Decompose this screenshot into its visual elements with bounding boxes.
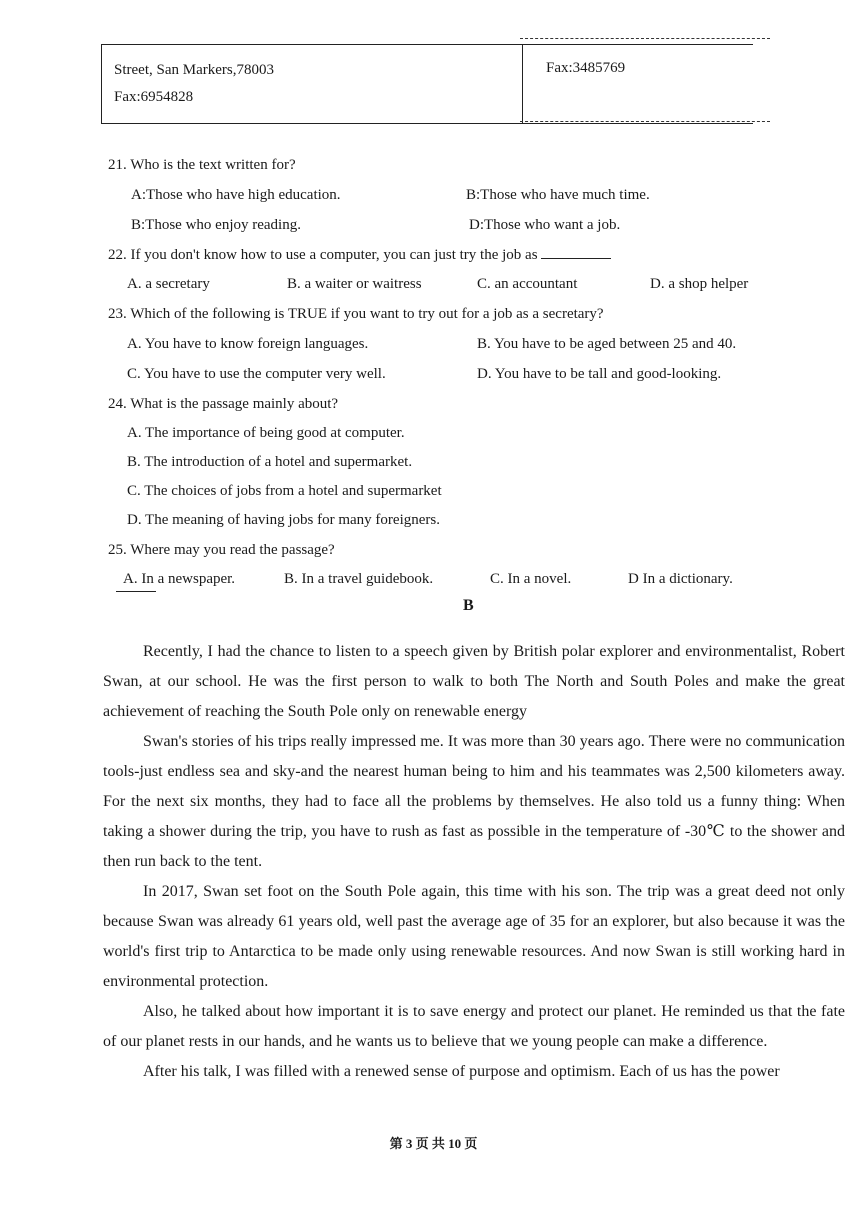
option-24b: B. The introduction of a hotel and supermarket. <box>127 454 413 470</box>
contact-cell-right <box>546 55 625 82</box>
answer-blank <box>541 246 611 259</box>
table-divider <box>522 45 523 123</box>
option-21d: D:Those who want a job. <box>469 217 621 233</box>
option-22b: B. a waiter or waitress <box>287 276 422 292</box>
option-24a: A. The importance of being good at computer. <box>127 425 405 441</box>
option-21c: B:Those who enjoy reading. <box>131 217 301 233</box>
question-21: 21. Who is the text written for? <box>108 157 296 173</box>
contact-address: Street, San Markers,78003 <box>114 62 274 78</box>
passage-paragraph-1: Recently, I had the chance to listen to a speech given by British polar explorer and environmentalist, Robert Swan, at our school. He was the first person to walk to both The North and South Poles and make the great achievement of reaching the South Pole only on renewable energy <box>103 643 845 720</box>
scan-dash-line <box>520 38 770 39</box>
option-23c: C. You have to use the computer very well. <box>127 366 386 382</box>
question-22-text: 22. If you don't know how to use a computer, you can just try the job as <box>108 247 538 263</box>
option-22c: C. an accountant <box>477 276 578 292</box>
passage-paragraph-5: After his talk, I was filled with a renewed sense of purpose and optimism. Each of us has the power <box>143 1063 780 1080</box>
option-25b: B. In a travel guidebook. <box>284 571 434 587</box>
option-23d: D. You have to be tall and good-looking. <box>477 366 722 382</box>
question-23: 23. Which of the following is TRUE if you want to try out for a job as a secretary? <box>108 306 604 322</box>
scan-dash-line <box>520 121 770 122</box>
contact-table <box>101 44 753 124</box>
option-25d: D In a dictionary. <box>628 571 733 587</box>
contact-cell-left <box>114 57 274 111</box>
option-25a: A. In a newspaper. <box>123 571 236 587</box>
option-25c: C. In a novel. <box>490 571 572 587</box>
option-22a: A. a secretary <box>127 276 210 292</box>
question-25: 25. Where may you read the passage? <box>108 542 335 558</box>
option-24c: C. The choices of jobs from a hotel and supermarket <box>127 483 442 499</box>
option-22d: D. a shop helper <box>650 276 749 292</box>
option-23b: B. You have to be aged between 25 and 40. <box>477 336 737 352</box>
reading-passage <box>103 637 845 1087</box>
question-24: 24. What is the passage mainly about? <box>108 396 339 412</box>
option-24d: D. The meaning of having jobs for many foreigners. <box>127 512 440 528</box>
contact-fax-left: Fax:6954828 <box>114 89 194 105</box>
passage-paragraph-4: Also, he talked about how important it is to save energy and protect our planet. He reminded us that the fate of our planet rests in our hands, and he wants us to believe that we young people can make a difference. <box>103 1003 845 1050</box>
passage-paragraph-3: In 2017, Swan set foot on the South Pole again, this time with his son. The trip was a great deed not only because Swan was already 61 years old, well past the average age of 35 for an explorer, but also because it was the world's first trip to Antarctica to be made only using renewable resources. And now Swan is still working hard in environmental protection. <box>103 883 845 990</box>
option-21a: A:Those who have high education. <box>131 187 341 203</box>
section-label: B <box>463 597 474 614</box>
answer-underline-mark <box>116 591 156 592</box>
option-21b: B:Those who have much time. <box>466 187 650 203</box>
question-22 <box>108 246 611 264</box>
option-23a: A. You have to know foreign languages. <box>127 336 369 352</box>
contact-fax-right: Fax:3485769 <box>546 60 626 76</box>
passage-paragraph-2: Swan's stories of his trips really impressed me. It was more than 30 years ago. There were no communication tools-just endless sea and sky-and the nearest human being to him and his teammates was 2,500 kilometers away. For the next six months, they had to face all the problems by themselves. He also told us a funny thing: When taking a shower during the trip, you have to rush as fast as possible in the temperature of -30℃ to the shower and then run back to the tent. <box>103 733 845 870</box>
page-footer: 第 3 页 共 10 页 <box>389 1136 478 1151</box>
